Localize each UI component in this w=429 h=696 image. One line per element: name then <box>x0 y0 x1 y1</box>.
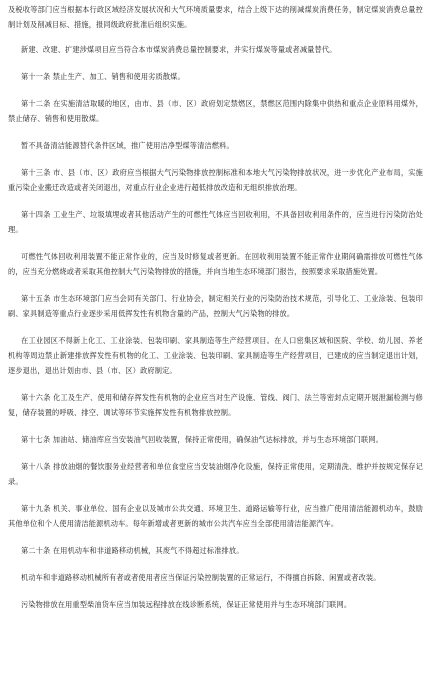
paragraph: 新建、改建、扩建涉煤项目应当符合本市煤炭消费总量控制要求，并实行煤炭等量或者减量替代。 <box>21 45 337 54</box>
article-12: 第十二条 在实施清洁取暖的地区，由市、县（市、区）政府划定禁燃区，禁燃区范围内除集中供热和重点企业原料用煤外，禁止储存、销售和使用散煤。 <box>8 99 423 123</box>
paragraph: 暂不具备清洁能源替代条件区域，推广使用洁净型煤等清洁燃料。 <box>21 141 234 150</box>
article-11: 第十一条 禁止生产、加工、销售和使用劣质散煤。 <box>21 72 185 81</box>
paragraph: 可燃性气体回收利用装置不能正常作业的，应当及时修复或者更新。在回收利用装置不能正常作业期间确需排放可燃性气体的，应当充分燃烧或者采取其他控制大气污染物排放的措施，并向当地生态环境部门报告，按照要求采取措施处置。 <box>8 252 423 276</box>
article-19: 第十九条 机关、事业单位、国有企业以及城市公共交通、环境卫生、道路运输等行业，应当推广使用清洁能源机动车，鼓励其他单位和个人使用清洁能源机动车。每年新增或者更新的城市公共汽车应当全部使用清洁能源汽车。 <box>8 504 423 528</box>
article-16: 第十六条 化工及生产、使用和储存挥发性有机物的企业应当对生产设施、管线、阀门、法兰等密封点定期开展泄漏检测与修复，储存装置的呼吸、排空、调试等环节实施挥发性有机物排放控制。 <box>8 393 423 417</box>
article-15: 第十五条 市生态环境部门应当会同有关部门、行业协会，制定相关行业的污染防治技术规范，引导化工、工业涂装、包装印刷、家具制造等重点行业逐步采用低挥发性有机物含量的产品，控制大气污染物的排放。 <box>8 294 423 318</box>
article-20: 第二十条 在用机动车和非道路移动机械，其废气不得超过标准排放。 <box>21 546 244 555</box>
paragraph: 及税收等部门应当根据本行政区域经济发展状况和大气环境质量要求，结合上级下达的削减煤炭消费任务，制定煤炭消费总量控制计划及削减目标、措施，报同级政府批准后组织实施。 <box>8 5 423 29</box>
article-18: 第十八条 排放油烟的餐饮服务业经营者和单位食堂应当安装油烟净化设施，保持正常使用，定期清洗、维护并按规定保存记录。 <box>8 462 423 486</box>
paragraph: 污染物排放在用重型柴油货车应当加装远程排放在线诊断系统，保证正常使用并与生态环境部门联网。 <box>21 600 352 609</box>
paragraph: 在工业园区不得新上化工、工业涂装、包装印刷、家具制造等生产经营项目。在人口密集区域和医院、学校、幼儿园、养老机构等周边禁止新建排放挥发性有机物的化工、工业涂装、包装印刷、家具制造等生产经营项目，已建成的应当制定退出计划，逐步退出，退出计划由市、县（市、区）政府制定。 <box>8 336 423 375</box>
article-17: 第十七条 加油站、储油库应当安装油气回收装置，保持正常使用，确保油气达标排放，并与生态环境部门联网。 <box>21 435 383 444</box>
article-14: 第十四条 工业生产、垃圾填埋或者其他活动产生的可燃性气体应当回收利用，不具备回收利用条件的，应当进行污染防治处理。 <box>8 210 423 234</box>
article-13: 第十三条 市、县（市、区）政府应当根据大气污染物排放控制标准和本地大气污染物排放状况，进一步优化产业布局，实施重污染企业搬迁改造或者关闭退出，对重点行业企业进行超低排放改造和无组织排放治理。 <box>8 168 423 192</box>
paragraph: 机动车和非道路移动机械所有者或者使用者应当保证污染控制装置的正常运行，不得擅自拆除、闲置或者改装。 <box>21 573 381 582</box>
